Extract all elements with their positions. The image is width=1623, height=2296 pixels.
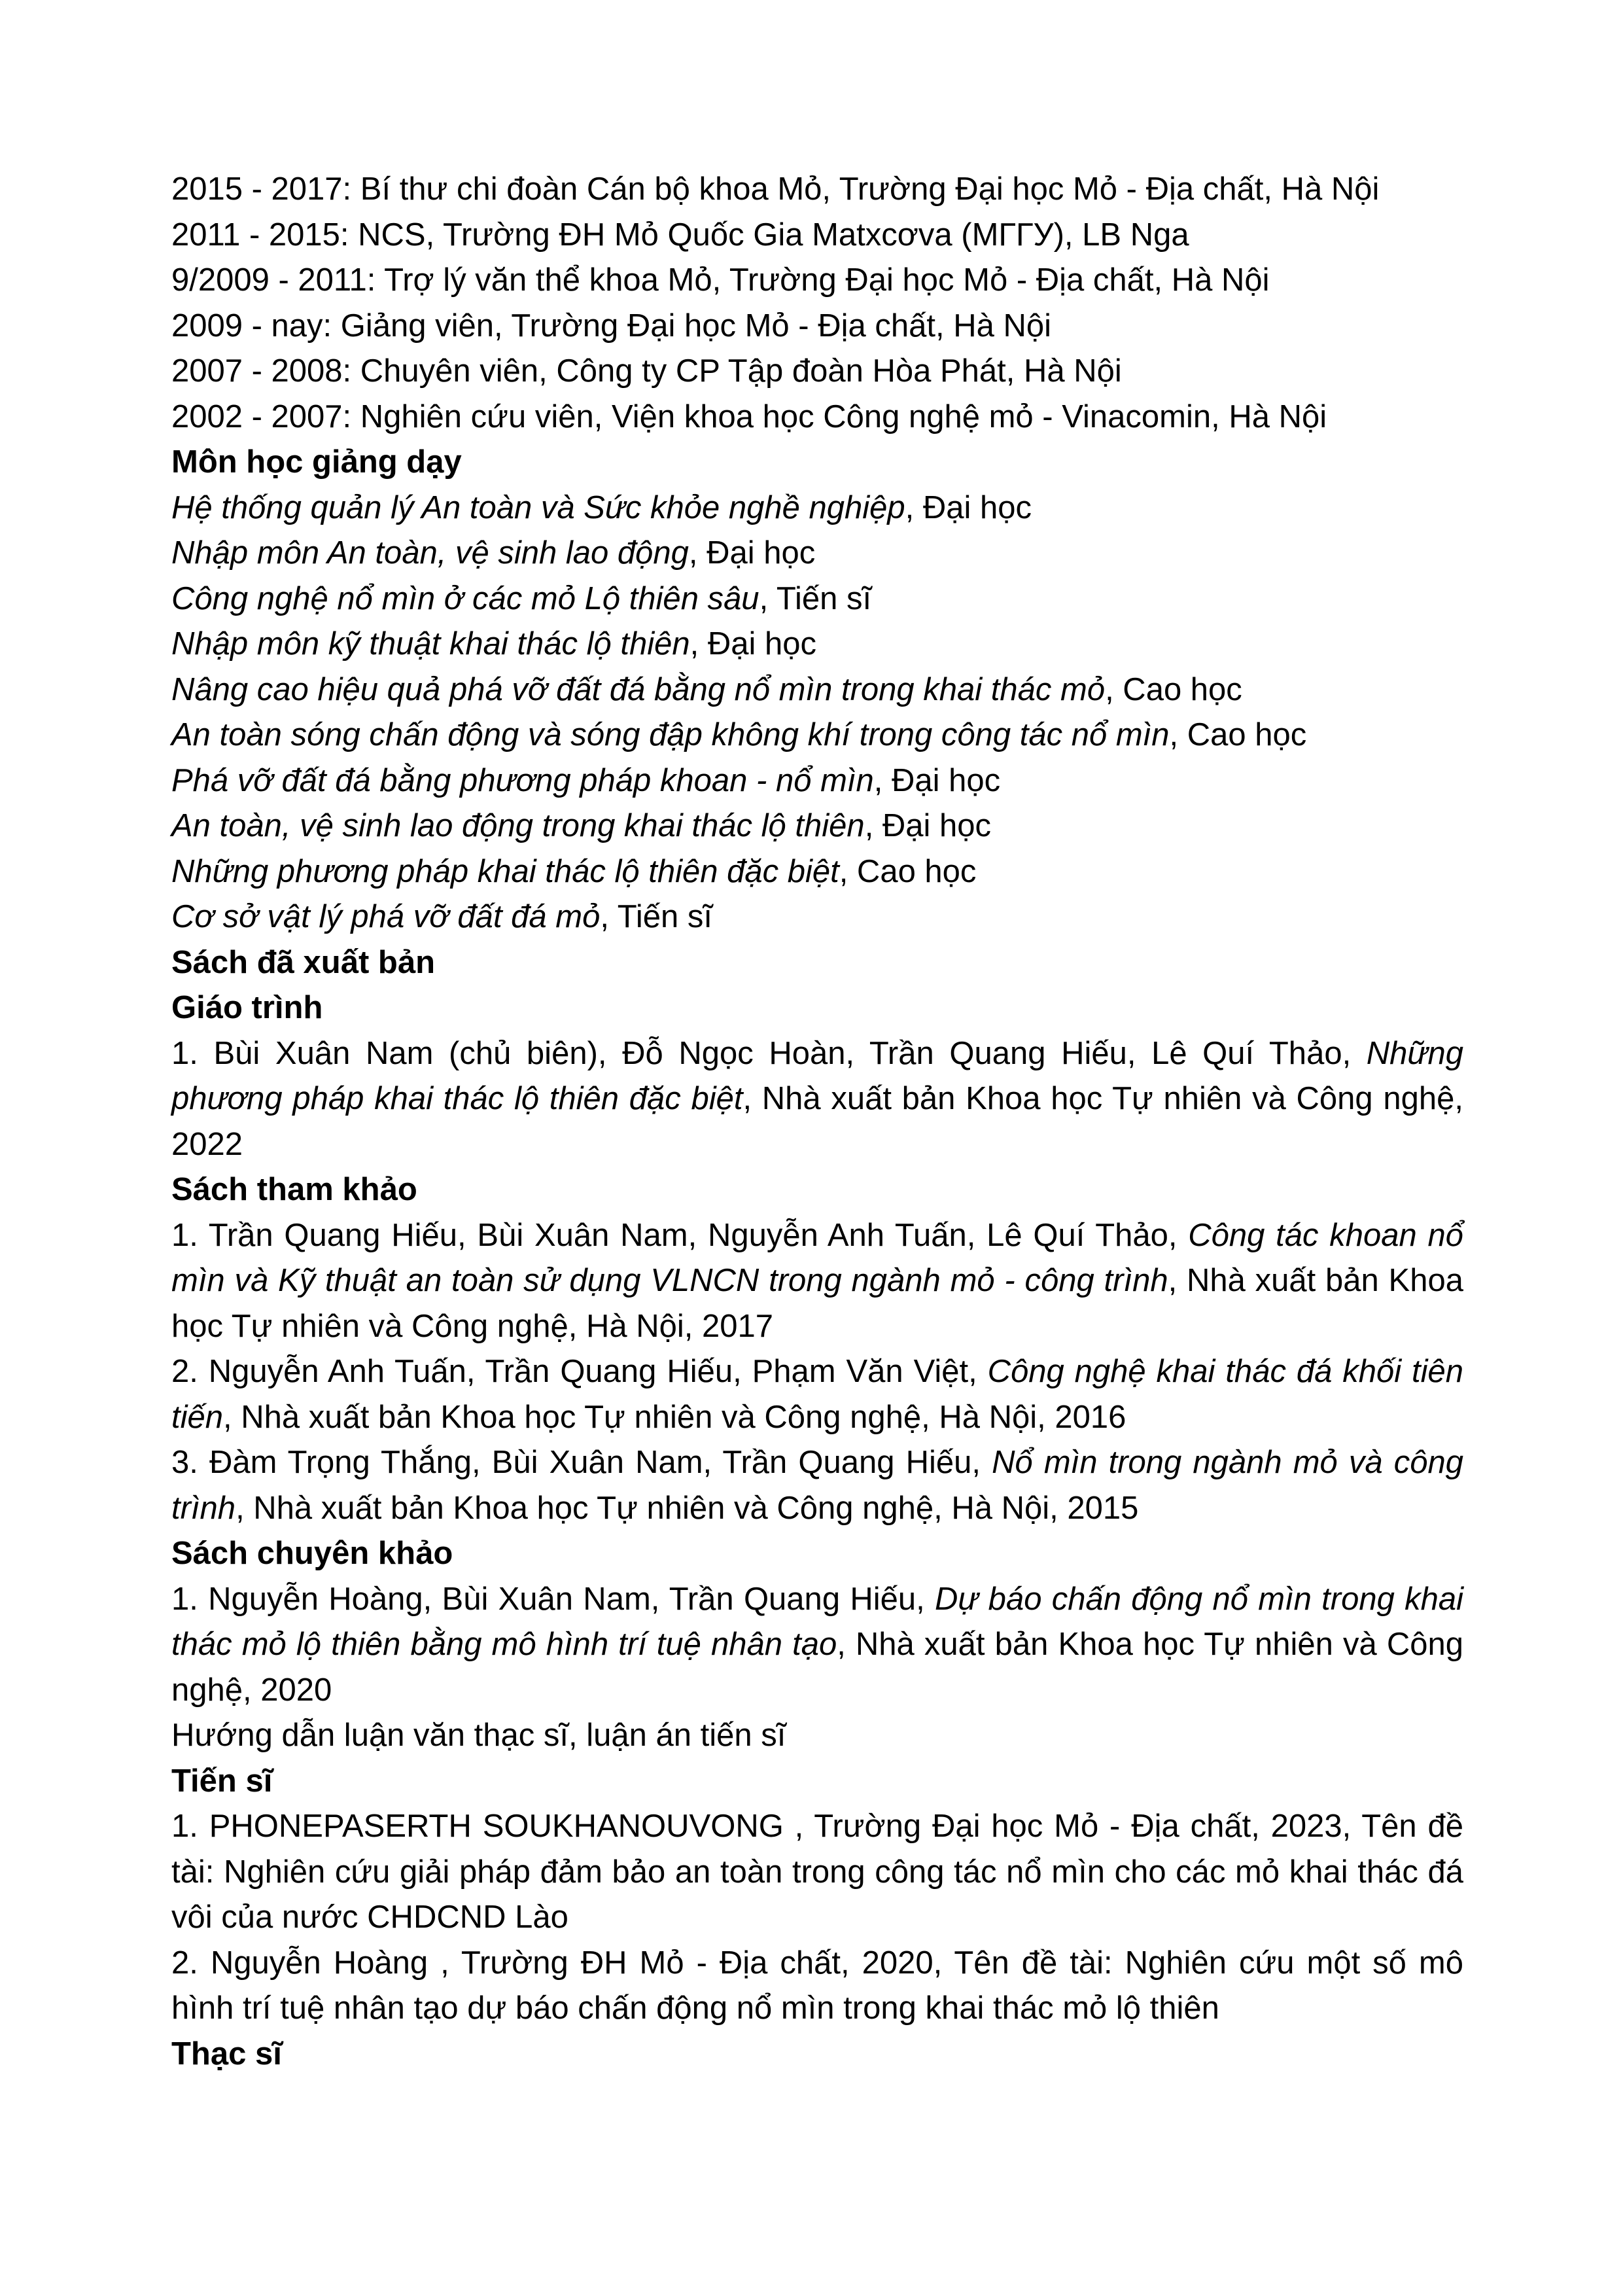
book-authors: 2. Nguyễn Anh Tuấn, Trần Quang Hiếu, Phạm Văn Việt, <box>171 1354 988 1389</box>
course-item <box>171 486 1463 531</box>
course-item <box>171 713 1463 758</box>
masters-heading: Thạc sĩ <box>171 2036 282 2072</box>
textbook-entry <box>171 1031 1463 1168</box>
work-history-item: 2007 - 2008: Chuyên viên, Công ty CP Tập đoàn Hòa Phát, Hà Nội <box>171 353 1122 389</box>
course-item <box>171 849 1463 895</box>
course-item <box>171 576 1463 622</box>
reference-book-entry <box>171 1440 1463 1531</box>
book-title: Công tác khoan nổ mìn và Kỹ thuật an toàn sử dụng VLNCN trong ngành mỏ - công trình <box>171 1217 1464 1298</box>
books-heading: Sách đã xuất bản <box>171 944 436 980</box>
course-level: , Đại học <box>688 535 816 571</box>
course-name: Hệ thống quản lý An toàn và Sức khỏe nghề nghiệp <box>171 489 905 525</box>
reference-book-entry <box>171 1349 1463 1440</box>
course-name: Những phương pháp khai thác lộ thiên đặc biệt <box>171 853 839 889</box>
course-item <box>171 758 1463 804</box>
book-authors: 3. Đàm Trọng Thắng, Bùi Xuân Nam, Trần Quang Hiếu, <box>171 1445 992 1480</box>
course-level: , Tiến sĩ <box>600 899 712 934</box>
course-item <box>171 667 1463 713</box>
reference-book-entry <box>171 1213 1463 1350</box>
work-history <box>171 167 1463 440</box>
course-level: , Đại học <box>689 626 817 662</box>
course-name: Phá vỡ đất đá bằng phương pháp khoan - nổ mìn <box>171 762 874 798</box>
monographs-heading: Sách chuyên khảo <box>171 1536 453 1571</box>
course-level: , Tiến sĩ <box>759 580 872 616</box>
course-item <box>171 531 1463 576</box>
monograph-entry <box>171 1577 1463 1714</box>
book-authors: 1. Trần Quang Hiếu, Bùi Xuân Nam, Nguyễn Anh Tuấn, Lê Quí Thảo, <box>171 1217 1189 1253</box>
book-authors: 1. Nguyễn Hoàng, Bùi Xuân Nam, Trần Quang Hiếu, <box>171 1581 935 1617</box>
course-name: Nhập môn An toàn, vệ sinh lao động <box>171 535 689 571</box>
work-history-item: 2002 - 2007: Nghiên cứu viên, Viện khoa học Công nghệ mỏ - Vinacomin, Hà Nội <box>171 398 1327 434</box>
course-level: , Cao học <box>1169 717 1307 752</box>
book-title: Công nghệ khai thác đá khối tiên tiến <box>171 1354 1463 1435</box>
book-publisher: , Nhà xuất bản Khoa học Tự nhiên và Công nghệ, Hà Nội, 2017 <box>171 1263 1463 1344</box>
course-level: , Đại học <box>873 762 1001 798</box>
book-publisher: , Nhà xuất bản Khoa học Tự nhiên và Công nghệ, Hà Nội, 2015 <box>236 1490 1139 1526</box>
work-history-item: 2011 - 2015: NCS, Trường ĐH Mỏ Quốc Gia Matxcơva (МГГУ), LB Nga <box>171 217 1189 253</box>
course-name: Cơ sở vật lý phá vỡ đất đá mỏ <box>171 899 601 934</box>
work-history-item: 9/2009 - 2011: Trợ lý văn thể khoa Mỏ, Trường Đại học Mỏ - Địa chất, Hà Nội <box>171 262 1270 298</box>
course-name: Nhập môn kỹ thuật khai thác lộ thiên <box>171 626 690 662</box>
courses-heading: Môn học giảng dạy <box>171 444 462 480</box>
textbooks-heading: Giáo trình <box>171 990 323 1025</box>
book-publisher: , Nhà xuất bản Khoa học Tự nhiên và Công nghệ, 2020 <box>171 1627 1463 1708</box>
document-page <box>171 167 1463 2077</box>
course-level: , Đại học <box>905 489 1032 525</box>
courses-list <box>171 486 1463 940</box>
book-title: Dự báo chấn động nổ mìn trong khai thác mỏ lộ thiên bằng mô hình trí tuệ nhân tạo <box>171 1581 1464 1662</box>
book-authors: 1. Bùi Xuân Nam (chủ biên), Đỗ Ngọc Hoàn, Trần Quang Hiếu, Lê Quí Thảo, <box>171 1035 1367 1071</box>
reference-books-heading: Sách tham khảo <box>171 1172 417 1207</box>
phd-entry: 2. Nguyễn Hoàng , Trường ĐH Mỏ - Địa chất, 2020, Tên đề tài: Nghiên cứu một số mô hình trí tuệ nhân tạo dự báo chấn động nổ mìn trong khai thác mỏ lộ thiên <box>171 1945 1463 2026</box>
course-level: , Cao học <box>1105 671 1242 707</box>
course-level: , Cao học <box>839 853 977 889</box>
book-publisher: , Nhà xuất bản Khoa học Tự nhiên và Công nghệ, 2022 <box>171 1081 1463 1162</box>
book-title: Những phương pháp khai thác lộ thiên đặc biệt <box>171 1035 1463 1116</box>
work-history-item: 2009 - nay: Giảng viên, Trường Đại học Mỏ - Địa chất, Hà Nội <box>171 308 1051 344</box>
course-level: , Đại học <box>864 808 992 843</box>
course-name: Công nghệ nổ mìn ở các mỏ Lộ thiên sâu <box>171 580 759 616</box>
phd-heading: Tiến sĩ <box>171 1763 273 1799</box>
work-history-item: 2015 - 2017: Bí thư chi đoàn Cán bộ khoa Mỏ, Trường Đại học Mỏ - Địa chất, Hà Nội <box>171 171 1380 207</box>
course-item <box>171 804 1463 849</box>
supervision-heading: Hướng dẫn luận văn thạc sĩ, luận án tiến sĩ <box>171 1718 786 1753</box>
book-publisher: , Nhà xuất bản Khoa học Tự nhiên và Công nghệ, Hà Nội, 2016 <box>223 1399 1126 1435</box>
phd-entry: 1. PHONEPASERTH SOUKHANOUVONG , Trường Đại học Mỏ - Địa chất, 2023, Tên đề tài: Nghiên cứu giải pháp đảm bảo an toàn trong công tác nổ mìn cho các mỏ khai thác đá vôi của nước CHDCND Lào <box>171 1809 1463 1935</box>
course-item <box>171 622 1463 667</box>
course-name: An toàn, vệ sinh lao động trong khai thác lộ thiên <box>171 808 865 843</box>
course-item <box>171 894 1463 940</box>
course-name: Nâng cao hiệu quả phá vỡ đất đá bằng nổ mìn trong khai thác mỏ <box>171 671 1106 707</box>
course-name: An toàn sóng chấn động và sóng đập không khí trong công tác nổ mìn <box>171 717 1170 752</box>
book-title: Nổ mìn trong ngành mỏ và công trình <box>171 1445 1463 1526</box>
